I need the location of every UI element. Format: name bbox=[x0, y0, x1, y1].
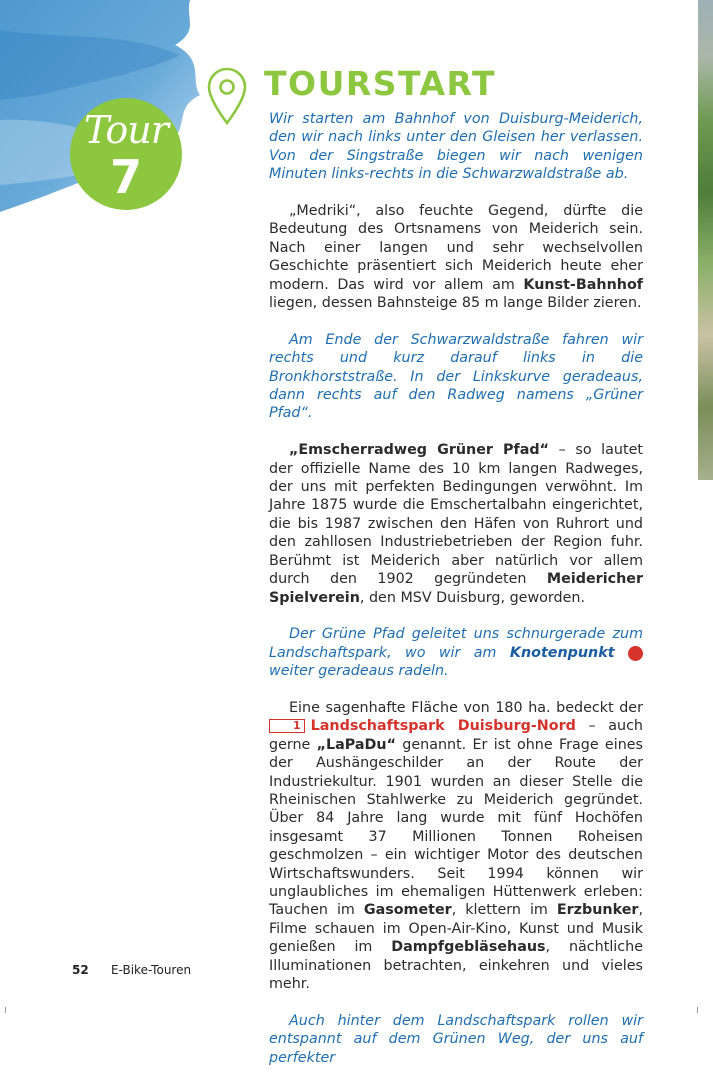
body-paragraph-2: „Emscherradweg Grüner Pfad“ – so lautet der offizielle Name des 10 km langen Radweges, der uns mit perfekten Bedingungen verwöhnt. Im Jahre 1875 wurde die Emschertalbahn eingerichtet, die bis 1987 zwischen den Häfen von Ruhrort und den zahllosen Industriebetrieben der Region fuhr. Berühmt ist Meiderich aber natürlich vor allem durch den 1902 gegründeten Meidericher Spielverein, den MSV Duisburg, geworden. bbox=[269, 442, 643, 606]
right-edge-photo bbox=[698, 0, 713, 480]
msv-name: Meidericher Spielverein bbox=[269, 571, 643, 606]
badge-word: Tour bbox=[84, 108, 168, 152]
route-instruction-3: Der Grüne Pfad geleitet uns schnurgerade zum Landschaftspark, wo wir am Knotenpunkt 25 weiter geradeaus radeln. bbox=[269, 626, 662, 680]
tour-badge bbox=[70, 98, 182, 210]
crop-mark bbox=[697, 1007, 698, 1013]
landschaftspark-name: Landschaftspark Duisburg-Nord bbox=[310, 718, 576, 735]
page-title: TOURSTART bbox=[264, 64, 496, 103]
article-body bbox=[269, 110, 662, 1085]
crop-mark bbox=[5, 1007, 6, 1013]
badge-number: 7 bbox=[109, 150, 142, 204]
kunst-bahnhof-name: Kunst-Bahnhof bbox=[523, 276, 643, 293]
route-instruction-4: Auch hinter dem Landschaftspark rollen wir entspannt auf dem Grünen Weg, der uns auf perfekter bbox=[269, 1012, 643, 1066]
knotenpunkt-label: Knotenpunkt bbox=[509, 644, 615, 661]
route-instruction-1: Wir starten am Bahnhof von Duisburg-Meiderich, den wir nach links unter den Gleisen her verlassen. Von der Singstraße biegen wir nach wenigen Minuten links-rechts in die Schwarzwaldstraße ab. bbox=[269, 111, 643, 183]
body-paragraph-1: „Medriki“, also feuchte Gegend, dürfte die Bedeutung des Ortsnamens von Meiderich sein. Nach einer langen und sehr wechselvollen Geschichte präsentiert sich Meiderich heute eher modern. Das wird vor allem am Kunst-Bahnhof liegen, dessen Bahnsteige 85 m lange Bilder zieren. bbox=[269, 203, 643, 312]
book-title: E-Bike-Touren bbox=[111, 963, 192, 977]
location-pin-icon bbox=[205, 66, 249, 126]
body-paragraph-3: Eine sagenhafte Fläche von 180 ha. bedeckt der 1 Landschaftspark Duisburg-Nord – auch gerne „LaPaDu“ genannt. Er ist ohne Frage eines der Aushängeschilder an der Route der Industriekultur. 1901 wurden an dieser Stelle die Rheinischen Stahlwerke zu Meiderich gegründet. Über 84 Jahre lang wurde mit fünf Hochöfen insgesamt 37 Millionen Tonnen Roheisen geschmolzen – ein wichtiger Motor des deutschen Wirtschaftswunders. Seit 1994 können wir unglaubliches im ehemaligen Hüttenwerk erleben: Tauchen im Gasometer, klettern im Erzbunker, Filme schauen im Open-Air-Kino, Kunst und Musik genießen im Dampfgebläsehaus, nächtliche Illuminationen betrachten, einkehren und vieles mehr. bbox=[269, 699, 643, 993]
page-number: 52 bbox=[72, 963, 89, 977]
route-instruction-2: Am Ende der Schwarzwaldstraße fahren wir rechts und kurz darauf links in die Bronkhorststraße. In der Linkskurve geradeaus, dann rechts auf den Radweg namens „Grüner Pfad“. bbox=[269, 331, 643, 422]
emscherradweg-name: „Emscherradweg Grüner Pfad“ bbox=[289, 442, 549, 459]
poi-number-marker: 1 bbox=[269, 719, 305, 733]
knotenpunkt-marker: 25 bbox=[628, 646, 643, 661]
